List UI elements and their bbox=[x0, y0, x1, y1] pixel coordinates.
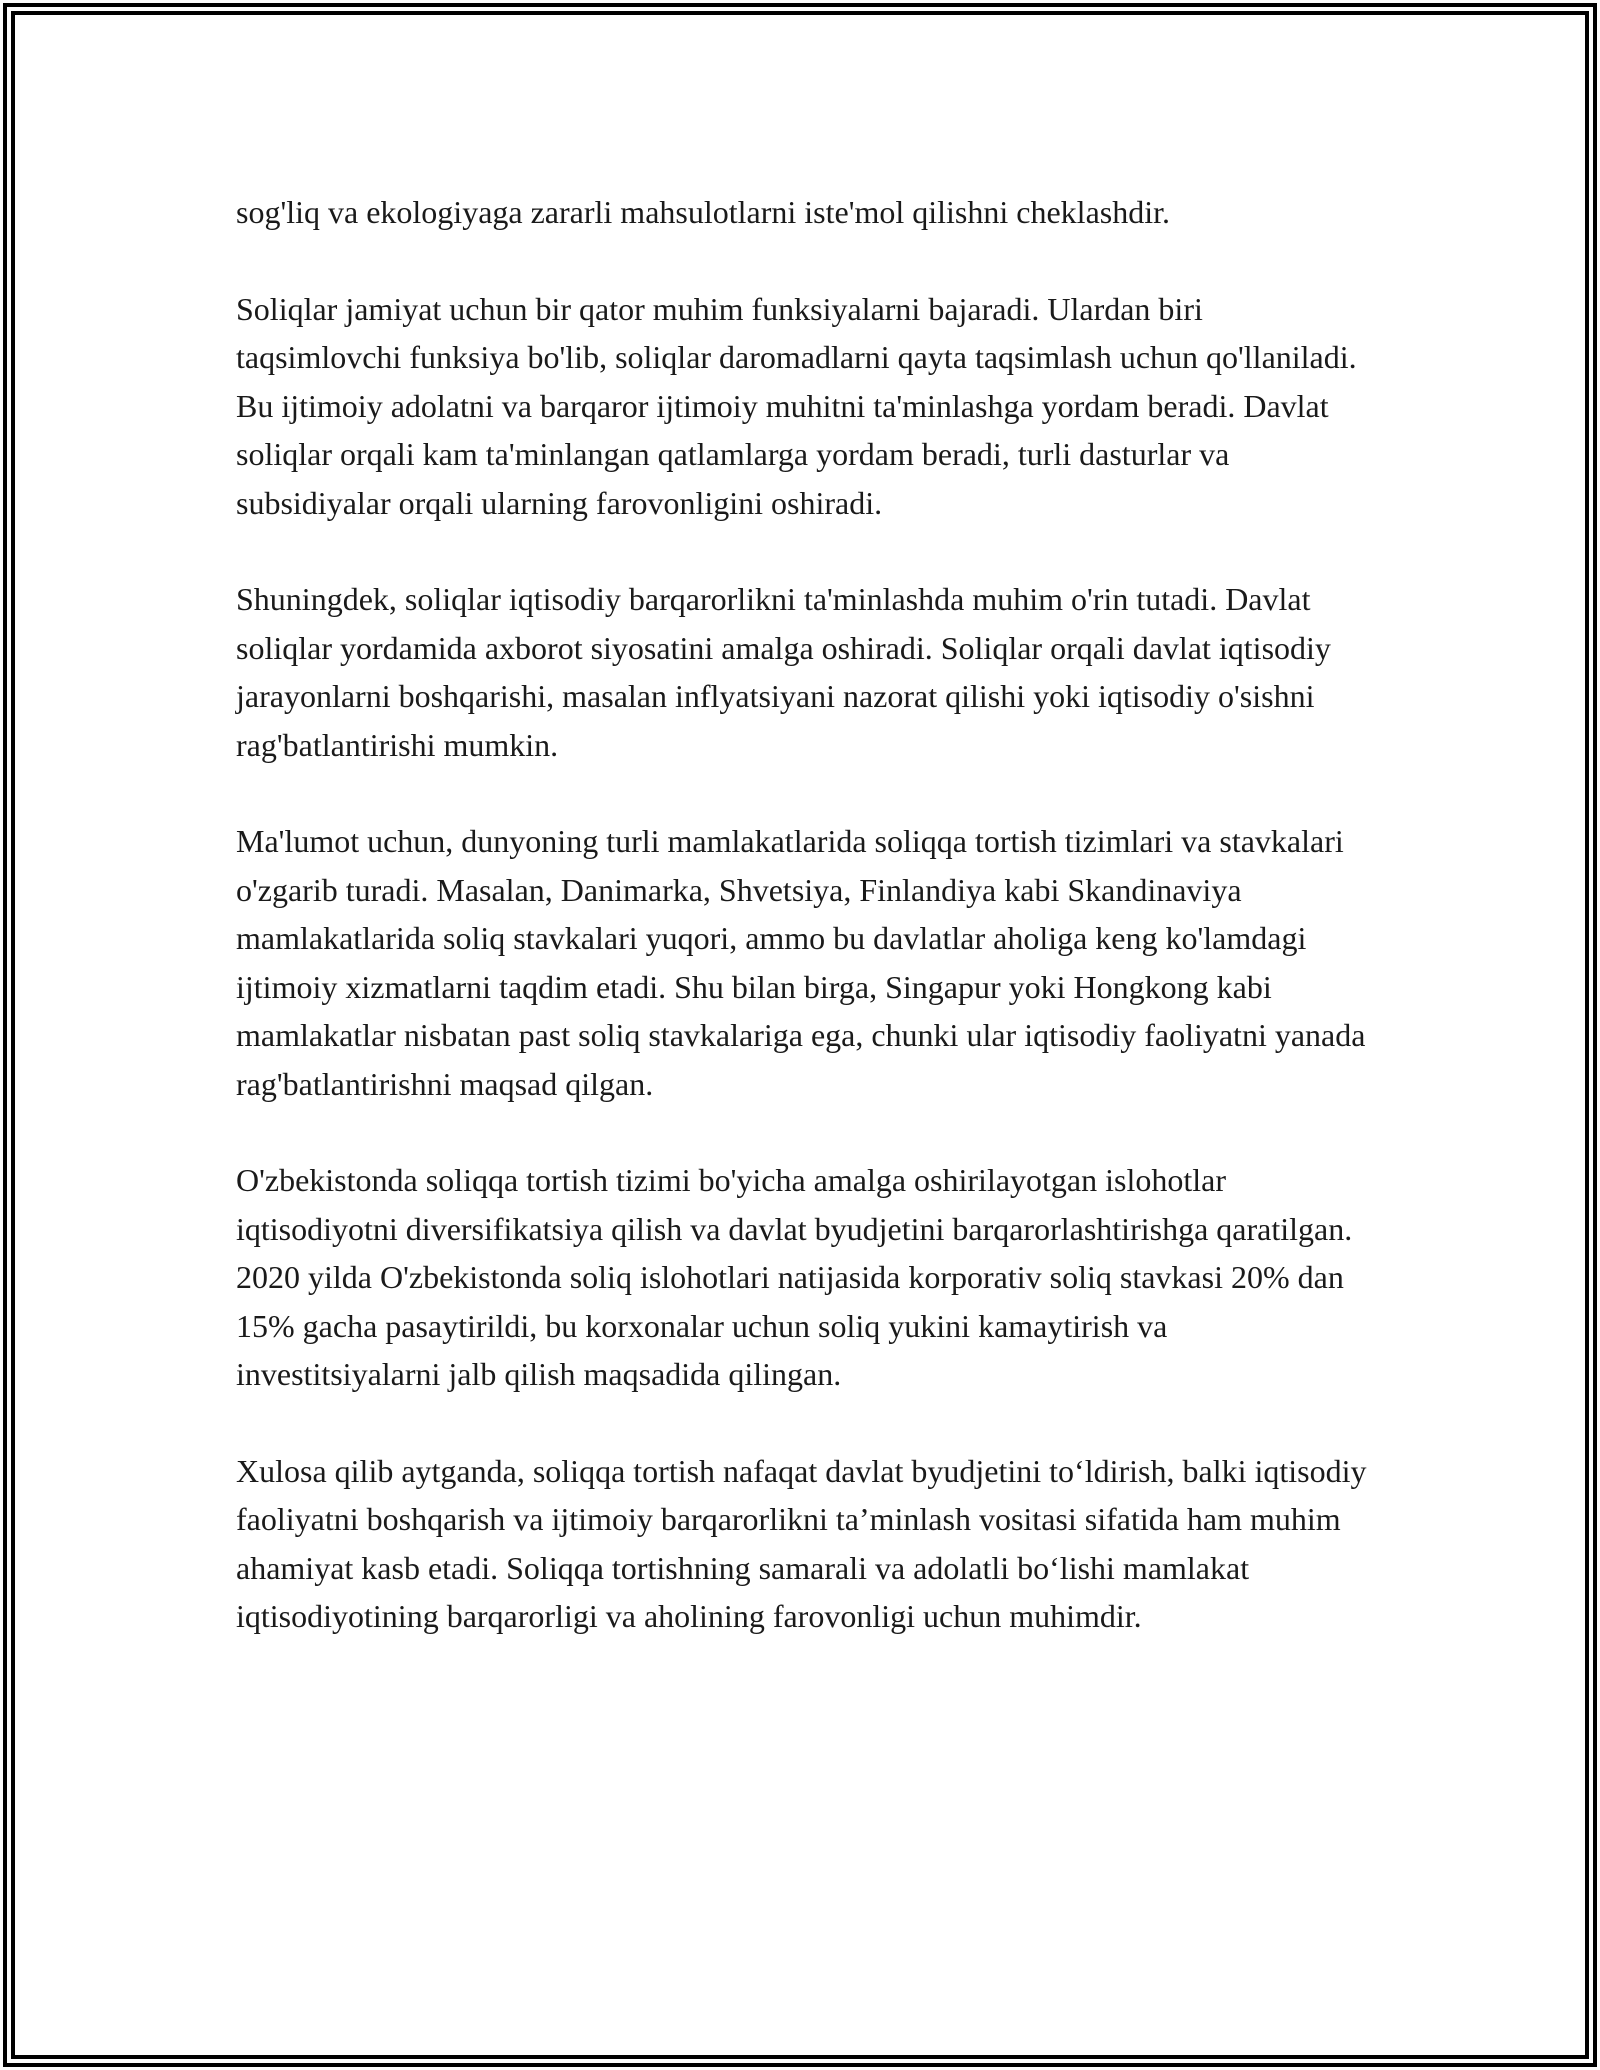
paragraph-health-ecology: sog'liq va ekologiyaga zararli mahsulotlarni iste'mol qilishni cheklashdir. bbox=[236, 194, 1170, 230]
paragraph-conclusion: Xulosa qilib aytganda, soliqqa tortish nafaqat davlat byudjetini to‘ldirish, balki iqtisodiy faoliyatni boshqarish va ijtimoiy barqarorlikni ta’minlash vositasi sifatida ham muhim ahamiyat kasb etadi. Soliqqa tortishning samarali va adolatli bo‘lishi mamlakat iqtisodiyotining barqarorligi va aholining farovonligi uchun muhimdir. bbox=[236, 1452, 1367, 1634]
paragraph-world-tax-systems: Ma'lumot uchun, dunyoning turli mamlakatlarida soliqqa tortish tizimlari va stavkalari o'zgarib turadi. Masalan, Danimarka, Shvetsiya, Finlandiya kabi Skandinaviya mamlakatlarida soliq stavkalari yuqori, ammo bu davlatlar aholiga keng ko'lamdagi ijtimoiy xizmatlarni taqdim etadi. Shu bilan birga, Singapur yoki Hongkong kabi mamlakatlar nisbatan past soliq stavkalariga ega, chunki ular iqtisodiy faoliyatni yanada rag'batlantirishni maqsad qilgan. bbox=[236, 823, 1366, 1102]
document-body bbox=[236, 188, 1376, 1689]
paragraph-tax-functions: Soliqlar jamiyat uchun bir qator muhim funksiyalarni bajaradi. Ulardan biri taqsimlovchi funksiya bo'lib, soliqlar daromadlarni qayta taqsimlash uchun qo'llaniladi. Bu ijtimoiy adolatni va barqaror ijtimoiy muhitni ta'minlashga yordam beradi. Davlat soliqlar orqali kam ta'minlangan qatlamlarga yordam beradi, turli dasturlar va subsidiyalar orqali ularning farovonligini oshiradi. bbox=[236, 290, 1357, 521]
paragraph-uzbekistan-reforms: O'zbekistonda soliqqa tortish tizimi bo'yicha amalga oshirilayotgan islohotlar iqtisodiyotni diversifikatsiya qilish va davlat byudjetini barqarorlashtirishga qaratilgan. 2020 yilda O'zbekistonda soliq islohotlari natijasida korporativ soliq stavkasi 20% dan 15% gacha pasaytirildi, bu korxonalar uchun soliq yukini kamaytirish va investitsiyalarni jalb qilish maqsadida qilingan. bbox=[236, 1162, 1353, 1392]
paragraph-economic-stability: Shuningdek, soliqlar iqtisodiy barqarorlikni ta'minlashda muhim o'rin tutadi. Davlat soliqlar yordamida axborot siyosatini amalga oshiradi. Soliqlar orqali davlat iqtisodiy jarayonlarni boshqarishi, masalan inflyatsiyani nazorat qilishi yoki iqtisodiy o'sishni rag'batlantirishi mumkin. bbox=[236, 581, 1331, 763]
